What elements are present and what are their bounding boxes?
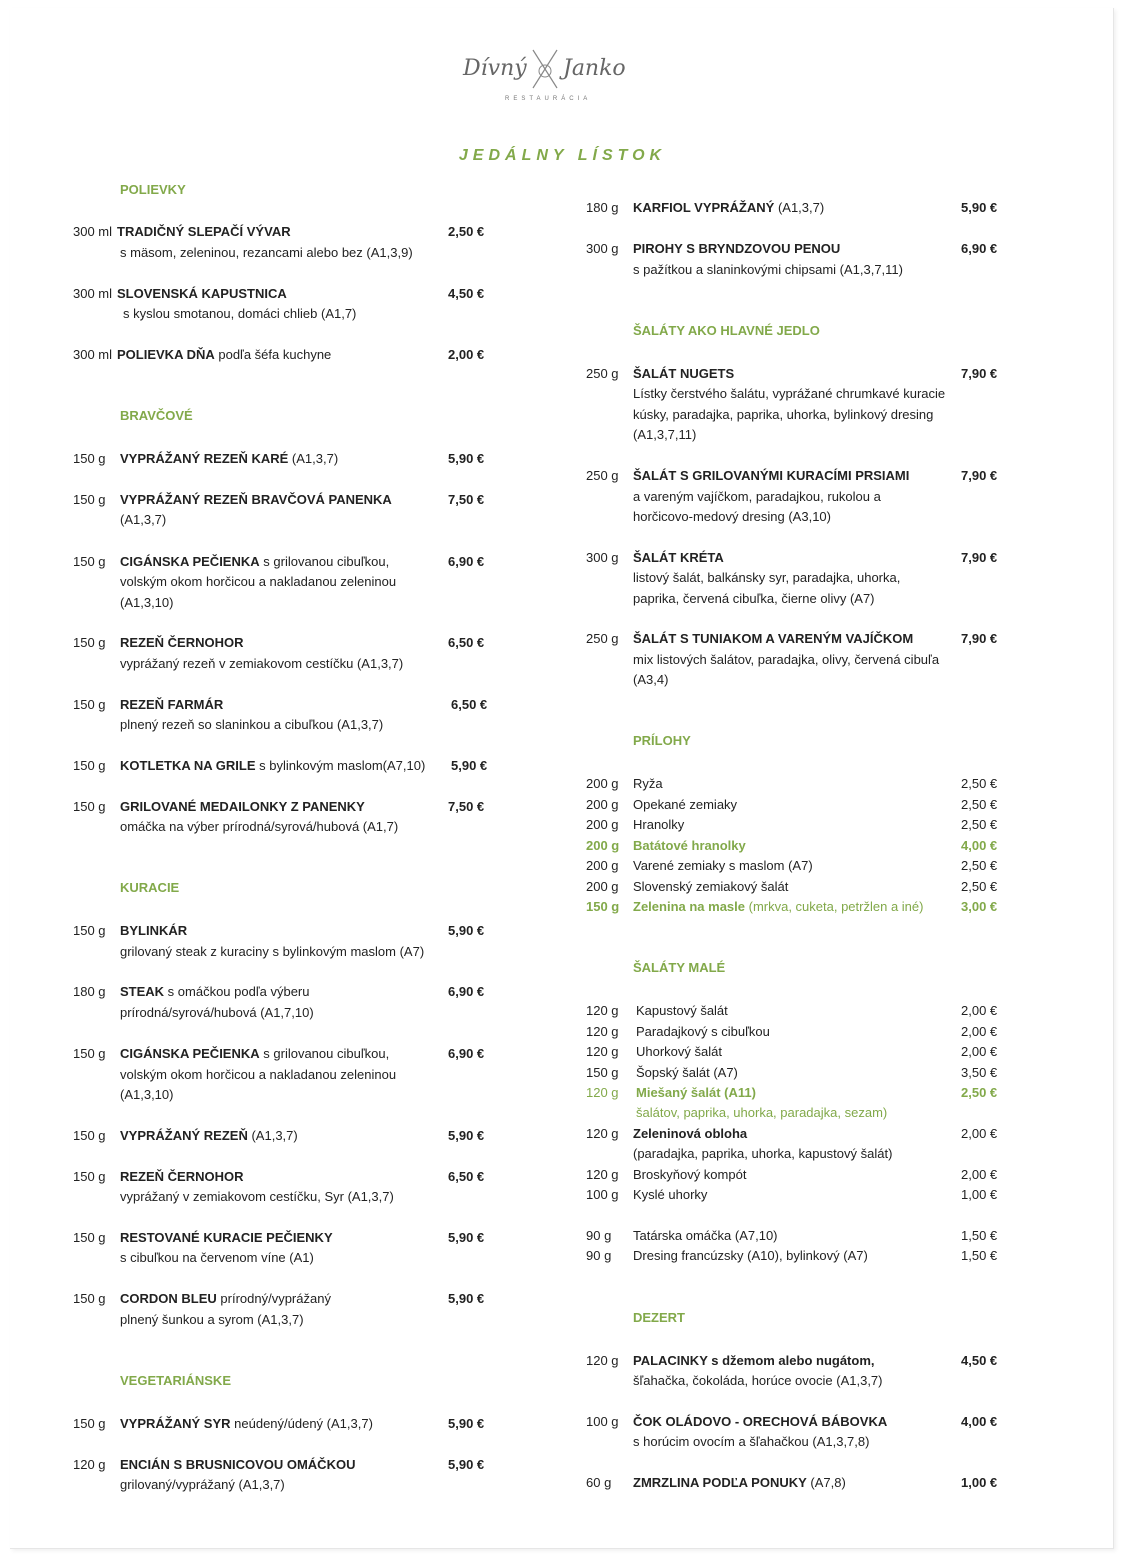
item-name: ŠALÁT NUGETS [633, 366, 735, 381]
item-name: Ryža [633, 776, 663, 791]
item-desc: s cibuľkou na červenom víne (A1) [120, 1250, 314, 1265]
item-name: Kapustový šalát [636, 1003, 728, 1018]
item-weight: 200 g [586, 797, 619, 812]
item-price: 7,90 € [961, 468, 998, 483]
item-weight: 200 g [586, 858, 619, 873]
item-name: ČOK OLÁDOVO - ORECHOVÁ BÁBOVKA [633, 1414, 888, 1429]
item-weight: 120 g [586, 1024, 619, 1039]
item-weight: 300 ml [73, 347, 113, 362]
item-weight: 150 g [73, 492, 106, 507]
item-desc: prírodná/syrová/hubová (A1,7,10) [120, 1005, 314, 1020]
item-name: KARFIOL VYPRÁŽANÝ (A1,3,7) [633, 200, 825, 215]
item-price: 7,90 € [961, 631, 998, 646]
item-name: CIGÁNSKA PEČIENKA s grilovanou cibuľkou, [120, 554, 390, 569]
item-desc-2: (A3,4) [633, 672, 669, 687]
item-price: 2,00 € [961, 1003, 998, 1018]
item-price: 7,90 € [961, 550, 998, 565]
item-weight: 100 g [586, 1414, 619, 1429]
item-price: 4,50 € [448, 286, 485, 301]
item-desc-2: kúsky, paradajka, paprika, uhorka, bylinkový dresing [633, 407, 934, 422]
item-price: 1,50 € [961, 1248, 998, 1263]
item-name: Slovenský zemiakový šalát [633, 879, 789, 894]
item-price: 1,00 € [961, 1475, 998, 1490]
item-weight: 150 g [586, 899, 620, 914]
item-price: 7,50 € [448, 492, 485, 507]
item-desc-3: (A1,3,7,11) [633, 427, 697, 442]
item-price: 6,90 € [448, 984, 485, 999]
item-name: CORDON BLEU prírodný/vyprážaný [120, 1291, 331, 1306]
item-name: Hranolky [633, 817, 685, 832]
section-kuracie: KURACIE [120, 880, 180, 895]
item-weight: 150 g [73, 1128, 106, 1143]
item-name: Tatárska omáčka (A7,10) [633, 1228, 778, 1243]
item-name: ŠALÁT S TUNIAKOM A VARENÝM VAJÍČKOM [633, 631, 914, 646]
item-name: TRADIČNÝ SLEPAČÍ VÝVAR [117, 224, 291, 239]
item-name: PALACINKY s džemom alebo nugátom, [633, 1353, 875, 1368]
item-desc: šalátov, paprika, uhorka, paradajka, sezam) [636, 1105, 888, 1120]
item-desc: s horúcim ovocím a šľahačkou (A1,3,7,8) [633, 1434, 870, 1449]
item-desc: volským okom horčicou a nakladanou zeleninou [120, 574, 397, 589]
item-weight: 150 g [73, 1046, 106, 1061]
item-desc: a vareným vajíčkom, paradajkou, rukolou a [633, 489, 881, 504]
item-desc: plnený rezeň so slaninkou a cibuľkou (A1,3,7) [120, 717, 384, 732]
item-name: Batátové hranolky [633, 838, 746, 853]
item-name: Šopský šalát (A7) [636, 1065, 738, 1080]
item-weight: 300 g [586, 550, 619, 565]
item-price: 6,50 € [451, 697, 488, 712]
item-desc: volským okom horčicou a nakladanou zeleninou [120, 1067, 397, 1082]
item-name: STEAK s omáčkou podľa výberu [120, 984, 310, 999]
item-price: 3,00 € [961, 899, 998, 914]
item-weight: 150 g [73, 1230, 106, 1245]
item-name: POLIEVKA DŇA podľa šéfa kuchyne [117, 347, 332, 362]
item-price: 5,90 € [448, 451, 485, 466]
item-name: ZMRZLINA PODĽA PONUKY (A7,8) [633, 1475, 846, 1490]
item-name: Paradajkový s cibuľkou [636, 1024, 770, 1039]
item-name: Dresing francúzsky (A10), bylinkový (A7) [633, 1248, 868, 1263]
item-price: 4,00 € [961, 838, 998, 853]
item-price: 2,50 € [961, 797, 998, 812]
item-weight: 150 g [73, 1169, 106, 1184]
item-price: 3,50 € [961, 1065, 998, 1080]
item-weight: 150 g [73, 923, 106, 938]
item-weight: 250 g [586, 366, 619, 381]
item-weight: 150 g [586, 1065, 619, 1080]
item-price: 5,90 € [448, 1230, 485, 1245]
item-weight: 120 g [586, 1167, 619, 1182]
item-weight: 120 g [586, 1085, 619, 1100]
item-weight: 120 g [73, 1457, 106, 1472]
item-price: 5,90 € [448, 1128, 485, 1143]
item-price: 6,90 € [448, 554, 485, 569]
item-desc: s kyslou smotanou, domáci chlieb (A1,7) [123, 306, 357, 321]
item-name: Zelenina na masle (mrkva, cuketa, petržlen a iné) [633, 899, 924, 914]
section-polievky: POLIEVKY [120, 182, 186, 197]
item-price: 4,50 € [961, 1353, 998, 1368]
item-weight: 100 g [586, 1187, 619, 1202]
item-desc: s pažítkou a slaninkovými chipsami (A1,3,7,11) [633, 262, 903, 277]
item-price: 2,50 € [448, 224, 485, 239]
item-weight: 150 g [73, 697, 106, 712]
item-price: 2,50 € [961, 1085, 998, 1100]
item-name: SLOVENSKÁ KAPUSTNICA [117, 286, 287, 301]
item-weight: 180 g [73, 984, 106, 999]
item-name: REZEŇ FARMÁR [120, 697, 224, 712]
section-bravcove: BRAVČOVÉ [120, 408, 193, 423]
item-price: 2,50 € [961, 879, 998, 894]
item-weight: 120 g [586, 1003, 619, 1018]
item-name: Kyslé uhorky [633, 1187, 708, 1202]
item-price: 2,00 € [961, 1126, 998, 1141]
item-name: REZEŇ ČERNOHOR [120, 1169, 244, 1184]
item-weight: 250 g [586, 468, 619, 483]
item-name: Uhorkový šalát [636, 1044, 722, 1059]
item-price: 4,00 € [961, 1414, 998, 1429]
logo-script-left: Dívný [463, 56, 527, 81]
section-salaty-hlavne: ŠALÁTY AKO HLAVNÉ JEDLO [633, 323, 820, 338]
item-desc: (A1,3,7) [120, 512, 167, 527]
item-desc: omáčka na výber prírodná/syrová/hubová (A1,7) [120, 819, 399, 834]
item-name: Broskyňový kompót [633, 1167, 747, 1182]
item-price: 6,90 € [961, 241, 998, 256]
logo-cutlery-icon [525, 44, 565, 94]
item-desc: grilovaný steak z kuraciny s bylinkovým maslom (A7) [120, 944, 425, 959]
item-weight: 150 g [73, 635, 106, 650]
item-weight: 150 g [73, 554, 106, 569]
item-price: 2,50 € [961, 858, 998, 873]
item-weight: 120 g [586, 1353, 619, 1368]
item-weight: 120 g [586, 1126, 619, 1141]
item-name: Zeleninová obloha [633, 1126, 748, 1141]
item-desc: s mäsom, zeleninou, rezancami alebo bez (A1,3,9) [120, 245, 413, 260]
item-weight: 120 g [586, 1044, 619, 1059]
item-price: 2,00 € [961, 1024, 998, 1039]
item-desc: vyprážaný rezeň v zemiakovom cestíčku (A1,3,7) [120, 656, 404, 671]
item-desc: vyprážaný v zemiakovom cestíčku, Syr (A1,3,7) [120, 1189, 394, 1204]
item-price: 2,00 € [961, 1167, 998, 1182]
item-price: 7,90 € [961, 366, 998, 381]
item-name: Opekané zemiaky [633, 797, 738, 812]
item-desc: Lístky čerstvého šalátu, vyprážané chrumkavé kuracie [633, 386, 946, 401]
item-desc: plnený šunkou a syrom (A1,3,7) [120, 1312, 304, 1327]
item-desc-2: (A1,3,10) [120, 595, 174, 610]
item-name: VYPRÁŽANÝ REZEŇ (A1,3,7) [120, 1128, 298, 1143]
item-name: Miešaný šalát (A11) [636, 1085, 756, 1100]
item-weight: 150 g [73, 799, 106, 814]
menu-title: JEDÁLNY LÍSTOK [458, 147, 667, 164]
item-desc-2: paprika, červená cibuľka, čierne olivy (A7) [633, 591, 875, 606]
item-price: 5,90 € [448, 1416, 485, 1431]
item-name: KOTLETKA NA GRILE s bylinkovým maslom(A7,10) [120, 758, 426, 773]
item-weight: 200 g [586, 838, 620, 853]
item-weight: 90 g [586, 1248, 612, 1263]
item-weight: 60 g [586, 1475, 612, 1490]
item-weight: 300 g [586, 241, 619, 256]
item-name: ŠALÁT KRÉTA [633, 550, 724, 565]
item-weight: 300 ml [73, 224, 113, 239]
item-desc-2: horčicovo-medový dresing (A3,10) [633, 509, 831, 524]
item-name: REZEŇ ČERNOHOR [120, 635, 244, 650]
item-weight: 250 g [586, 631, 619, 646]
item-price: 5,90 € [961, 200, 998, 215]
item-name: CIGÁNSKA PEČIENKA s grilovanou cibuľkou, [120, 1046, 390, 1061]
item-name: Varené zemiaky s maslom (A7) [633, 858, 813, 873]
item-price: 6,90 € [448, 1046, 485, 1061]
item-name: VYPRÁŽANÝ REZEŇ KARÉ (A1,3,7) [120, 451, 339, 466]
item-desc: mix listových šalátov, paradajka, olivy, červená cibuľa [633, 652, 940, 667]
item-desc-2: (A1,3,10) [120, 1087, 174, 1102]
item-price: 6,50 € [448, 1169, 485, 1184]
item-name: RESTOVANÉ KURACIE PEČIENKY [120, 1230, 333, 1245]
item-weight: 90 g [586, 1228, 612, 1243]
item-weight: 150 g [73, 1291, 106, 1306]
section-salaty-male: ŠALÁTY MALÉ [633, 960, 726, 975]
item-price: 5,90 € [448, 1457, 485, 1472]
item-price: 2,00 € [961, 1044, 998, 1059]
item-name: ENCIÁN S BRUSNICOVOU OMÁČKOU [120, 1457, 356, 1472]
item-weight: 150 g [73, 451, 106, 466]
item-desc: (paradajka, paprika, uhorka, kapustový šalát) [633, 1146, 893, 1161]
item-weight: 200 g [586, 879, 619, 894]
restaurant-logo [455, 40, 625, 110]
item-price: 1,00 € [961, 1187, 998, 1202]
item-price: 1,50 € [961, 1228, 998, 1243]
logo-subtitle: RESTAURÁCIA [505, 96, 592, 102]
item-price: 5,90 € [448, 923, 485, 938]
item-price: 5,90 € [451, 758, 488, 773]
item-price: 2,50 € [961, 817, 998, 832]
item-name: ŠALÁT S GRILOVANÝMI KURACÍMI PRSIAMI [633, 468, 910, 483]
item-desc: listový šalát, balkánsky syr, paradajka, uhorka, [633, 570, 901, 585]
item-weight: 300 ml [73, 286, 113, 301]
logo-script-right: Janko [563, 56, 626, 81]
item-price: 7,50 € [448, 799, 485, 814]
item-price: 2,00 € [448, 347, 485, 362]
item-weight: 150 g [73, 758, 106, 773]
item-name: BYLINKÁR [120, 923, 188, 938]
item-price: 6,50 € [448, 635, 485, 650]
item-name: PIROHY S BRYNDZOVOU PENOU [633, 241, 841, 256]
item-weight: 180 g [586, 200, 619, 215]
item-weight: 200 g [586, 817, 619, 832]
section-prilohy: PRÍLOHY [633, 733, 691, 748]
item-weight: 150 g [73, 1416, 106, 1431]
item-desc: šľahačka, čokoláda, horúce ovocie (A1,3,7) [633, 1373, 883, 1388]
item-name: VYPRÁŽANÝ REZEŇ BRAVČOVÁ PANENKA [120, 492, 392, 507]
item-name: GRILOVANÉ MEDAILONKY Z PANENKY [120, 799, 365, 814]
item-price: 2,50 € [961, 776, 998, 791]
section-vegetarianske: VEGETARIÁNSKE [120, 1373, 231, 1388]
item-price: 5,90 € [448, 1291, 485, 1306]
item-weight: 200 g [586, 776, 619, 791]
section-dezert: DEZERT [633, 1310, 685, 1325]
item-desc: grilovaný/vyprážaný (A1,3,7) [120, 1477, 285, 1492]
item-name: VYPRÁŽANÝ SYR neúdený/údený (A1,3,7) [120, 1416, 373, 1431]
